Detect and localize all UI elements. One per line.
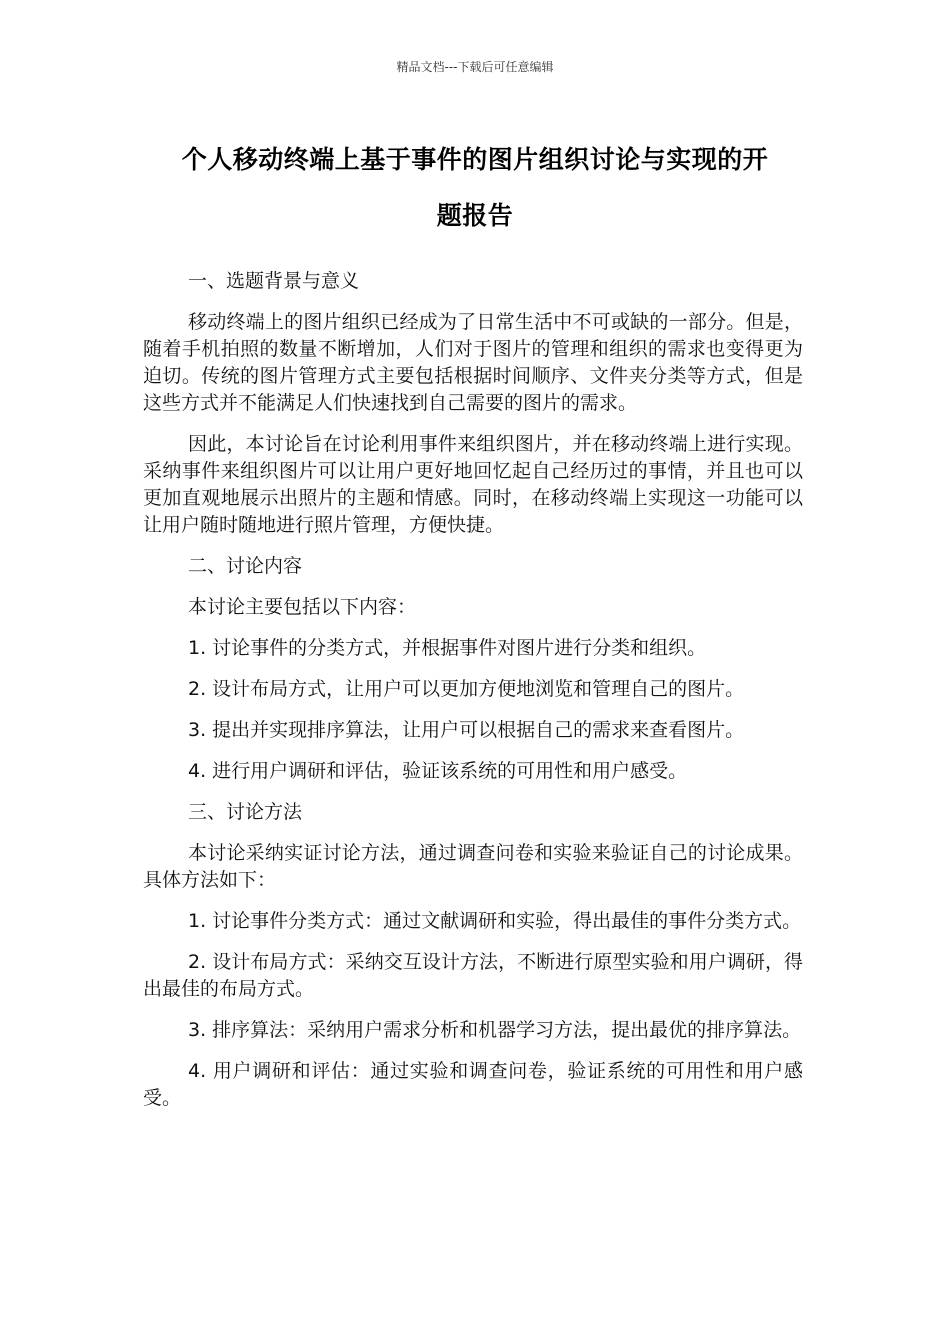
header-note: 精品文档---下载后可任意编辑 — [396, 60, 554, 74]
method-list-item: 4. 用户调研和评估：通过实验和调查问卷，验证系统的可用性和用户感受。 — [143, 1060, 803, 1109]
method-list-item: 3. 排序算法：采纳用户需求分析和机器学习方法，提出最优的排序算法。 — [188, 1019, 802, 1041]
method-list-item: 1. 讨论事件分类方式：通过文献调研和实验，得出最佳的事件分类方式。 — [188, 910, 802, 932]
content-list-item: 4. 进行用户调研和评估，验证该系统的可用性和用户感受。 — [188, 760, 688, 782]
paragraph-background: 移动终端上的图片组织已经成为了日常生活中不可或缺的一部分。但是，随着手机拍照的数量不断增加，人们对于图片的管理和组织的需求也变得更为迫切。传统的图片管理方式主要包括根据时间顺序、文件夹分类等方式，但是这些方式并不能满足人们快速找到自己需要的图片的需求。 — [143, 311, 803, 414]
title-line-2: 题报告 — [436, 201, 514, 230]
section-heading-method: 三、讨论方法 — [188, 801, 303, 823]
paragraph-purpose: 因此，本讨论旨在讨论利用事件来组织图片，并在移动终端上进行实现。采纳事件来组织图片可以让用户更好地回忆起自己经历过的事情，并且也可以更加直观地展示出照片的主题和情感。同时，在移动终端上实现这一功能可以让用户随时随地进行照片管理，方便快捷。 — [143, 433, 803, 536]
paragraph-method-intro: 本讨论采纳实证讨论方法，通过调查问卷和实验来验证自己的讨论成果。具体方法如下： — [143, 842, 803, 891]
content-list-item: 1. 讨论事件的分类方式，并根据事件对图片进行分类和组织。 — [188, 637, 707, 659]
section-heading-content: 二、讨论内容 — [188, 555, 303, 577]
paragraph-content-intro: 本讨论主要包括以下内容： — [188, 596, 417, 618]
content-list-item: 2. 设计布局方式，让用户可以更加方便地浏览和管理自己的图片。 — [188, 678, 745, 700]
section-heading-background: 一、选题背景与意义 — [188, 270, 360, 292]
page-title — [140, 132, 810, 244]
method-list-item: 2. 设计布局方式：采纳交互设计方法，不断进行原型实验和用户调研，得出最佳的布局方式。 — [143, 951, 803, 1000]
content-list-item: 3. 提出并实现排序算法，让用户可以根据自己的需求来查看图片。 — [188, 719, 745, 741]
title-line-1: 个人移动终端上基于事件的图片组织讨论与实现的开 — [181, 145, 769, 174]
document-body — [143, 268, 803, 1126]
